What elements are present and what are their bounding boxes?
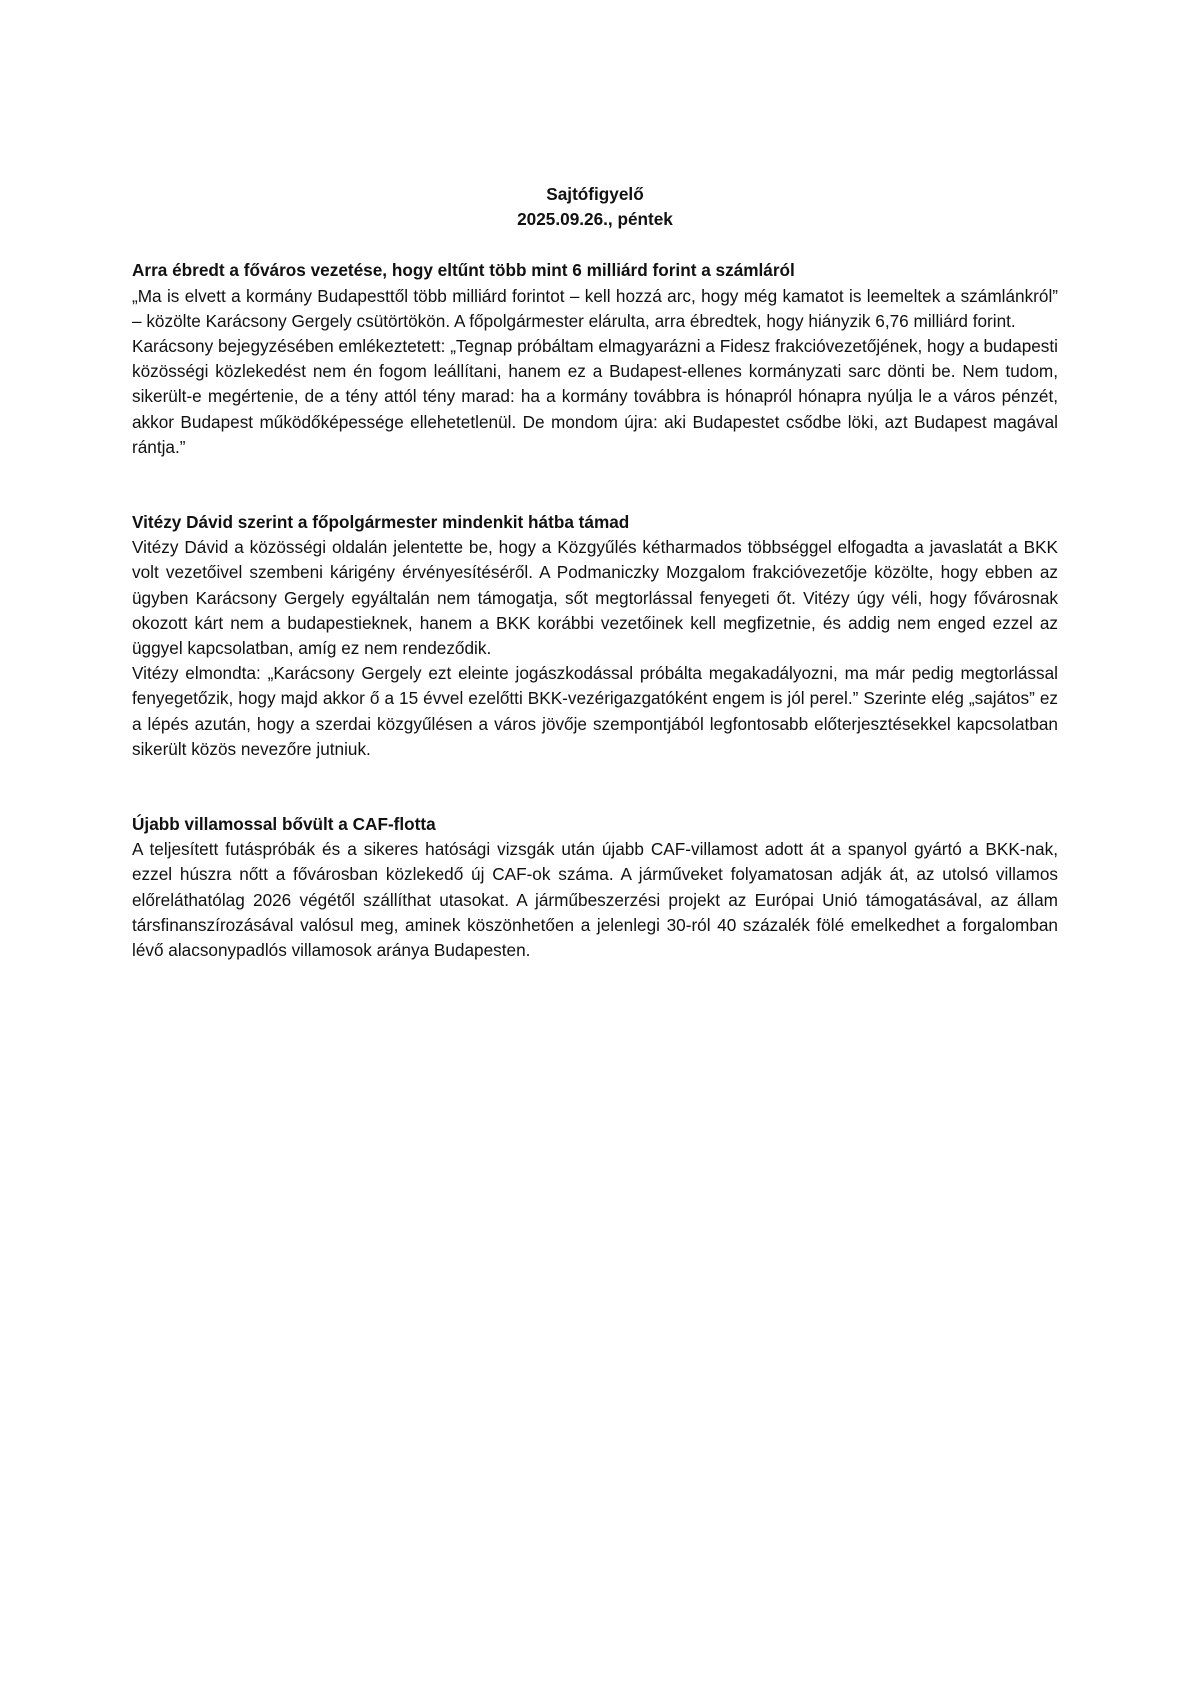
article-paragraph: A teljesített futáspróbák és a sikeres hatósági vizsgák után újabb CAF-villamost adott át a spanyol gyártó a BKK-nak, ezzel húszra nőtt a fővárosban közlekedő új CAF-ok száma. A járműveket folyamatosan adják át, az utolsó villamos előreláthatólag 2026 végétől szállíthat utasokat. A járműbeszerzési projekt az Európai Unió támogatásával, az állam társfinanszírozásával valósul meg, aminek köszönhetően a jelenlegi 30-ról 40 százalék fölé emelkedhet a forgalomban lévő alacsonypadlós villamosok aránya Budapesten. <box>132 839 1058 961</box>
document-title: Sajtófigyelő <box>546 184 644 204</box>
article-heading: Arra ébredt a főváros vezetése, hogy eltűnt több mint 6 milliárd forint a számláról <box>132 260 795 281</box>
article-2 <box>132 510 1058 762</box>
document-date: 2025.09.26., péntek <box>517 209 673 230</box>
article-paragraph: „Ma is elvett a kormány Budapesttől több milliárd forintot – kell hozzá arc, hogy még kamatot is leemeltek a számlánkról” – közölte Karácsony Gergely csütörtökön. A főpolgármester elárulta, arra ébredtek, hogy hiányzik 6,76 milliárd forint. <box>132 285 1058 331</box>
article-paragraph: Vitézy elmondta: „Karácsony Gergely ezt eleinte jogászkodással próbálta megakadályozni, ma már pedig megtorlással fenyegetőzik, hogy majd akkor ő a 15 évvel ezelőtti BKK-vezérigazgatóként engem is jól perel.” Szerinte elég „sajátos” ez a lépés azután, hogy a szerdai közgyűlésen a város jövője szempontjából legfontosabb előterjesztésekkel kapcsolatban sikerült közös nevezőre jutniuk. <box>132 663 1058 759</box>
article-1 <box>132 258 1058 460</box>
article-heading: Vitézy Dávid szerint a főpolgármester mindenkit hátba támad <box>132 512 630 533</box>
spacer <box>132 460 1058 510</box>
article-paragraph: Karácsony bejegyzésében emlékeztetett: „Tegnap próbáltam elmagyarázni a Fidesz frakcióvezetőjének, hogy a budapesti közösségi közlekedést nem én fogom leállítani, hanem ez a Budapest-ellenes kormányzati sarc dönti be. Nem tudom, sikerült-e megértenie, de a tény attól tény marad: ha a kormány továbbra is hónapról hónapra nyúlja le a város pénzét, akkor Budapest működőképessége ellehetetlenül. De mondom újra: aki Budapestet csődbe löki, azt Budapest magával rántja.” <box>132 336 1058 457</box>
spacer <box>132 762 1058 812</box>
spacer <box>132 232 1058 258</box>
document-page <box>132 182 1058 963</box>
article-3 <box>132 812 1058 963</box>
article-paragraph: Vitézy Dávid a közösségi oldalán jelentette be, hogy a Közgyűlés kétharmados többséggel elfogadta a javaslatát a BKK volt vezetőivel szembeni kárigény érvényesítéséről. A Podmaniczky Mozgalom frakcióvezetője közölte, hogy ebben az ügyben Karácsony Gergely egyáltalán nem támogatja, sőt megtorlással fenyegeti őt. Vitézy úgy véli, hogy fővárosnak okozott kárt nem a budapestieknek, hanem a BKK korábbi vezetőinek kell megfizetnie, és addig nem enged ezzel az üggyel kapcsolatban, amíg ez nem rendeződik. <box>132 537 1058 659</box>
article-heading: Újabb villamossal bővült a CAF-flotta <box>132 814 436 835</box>
